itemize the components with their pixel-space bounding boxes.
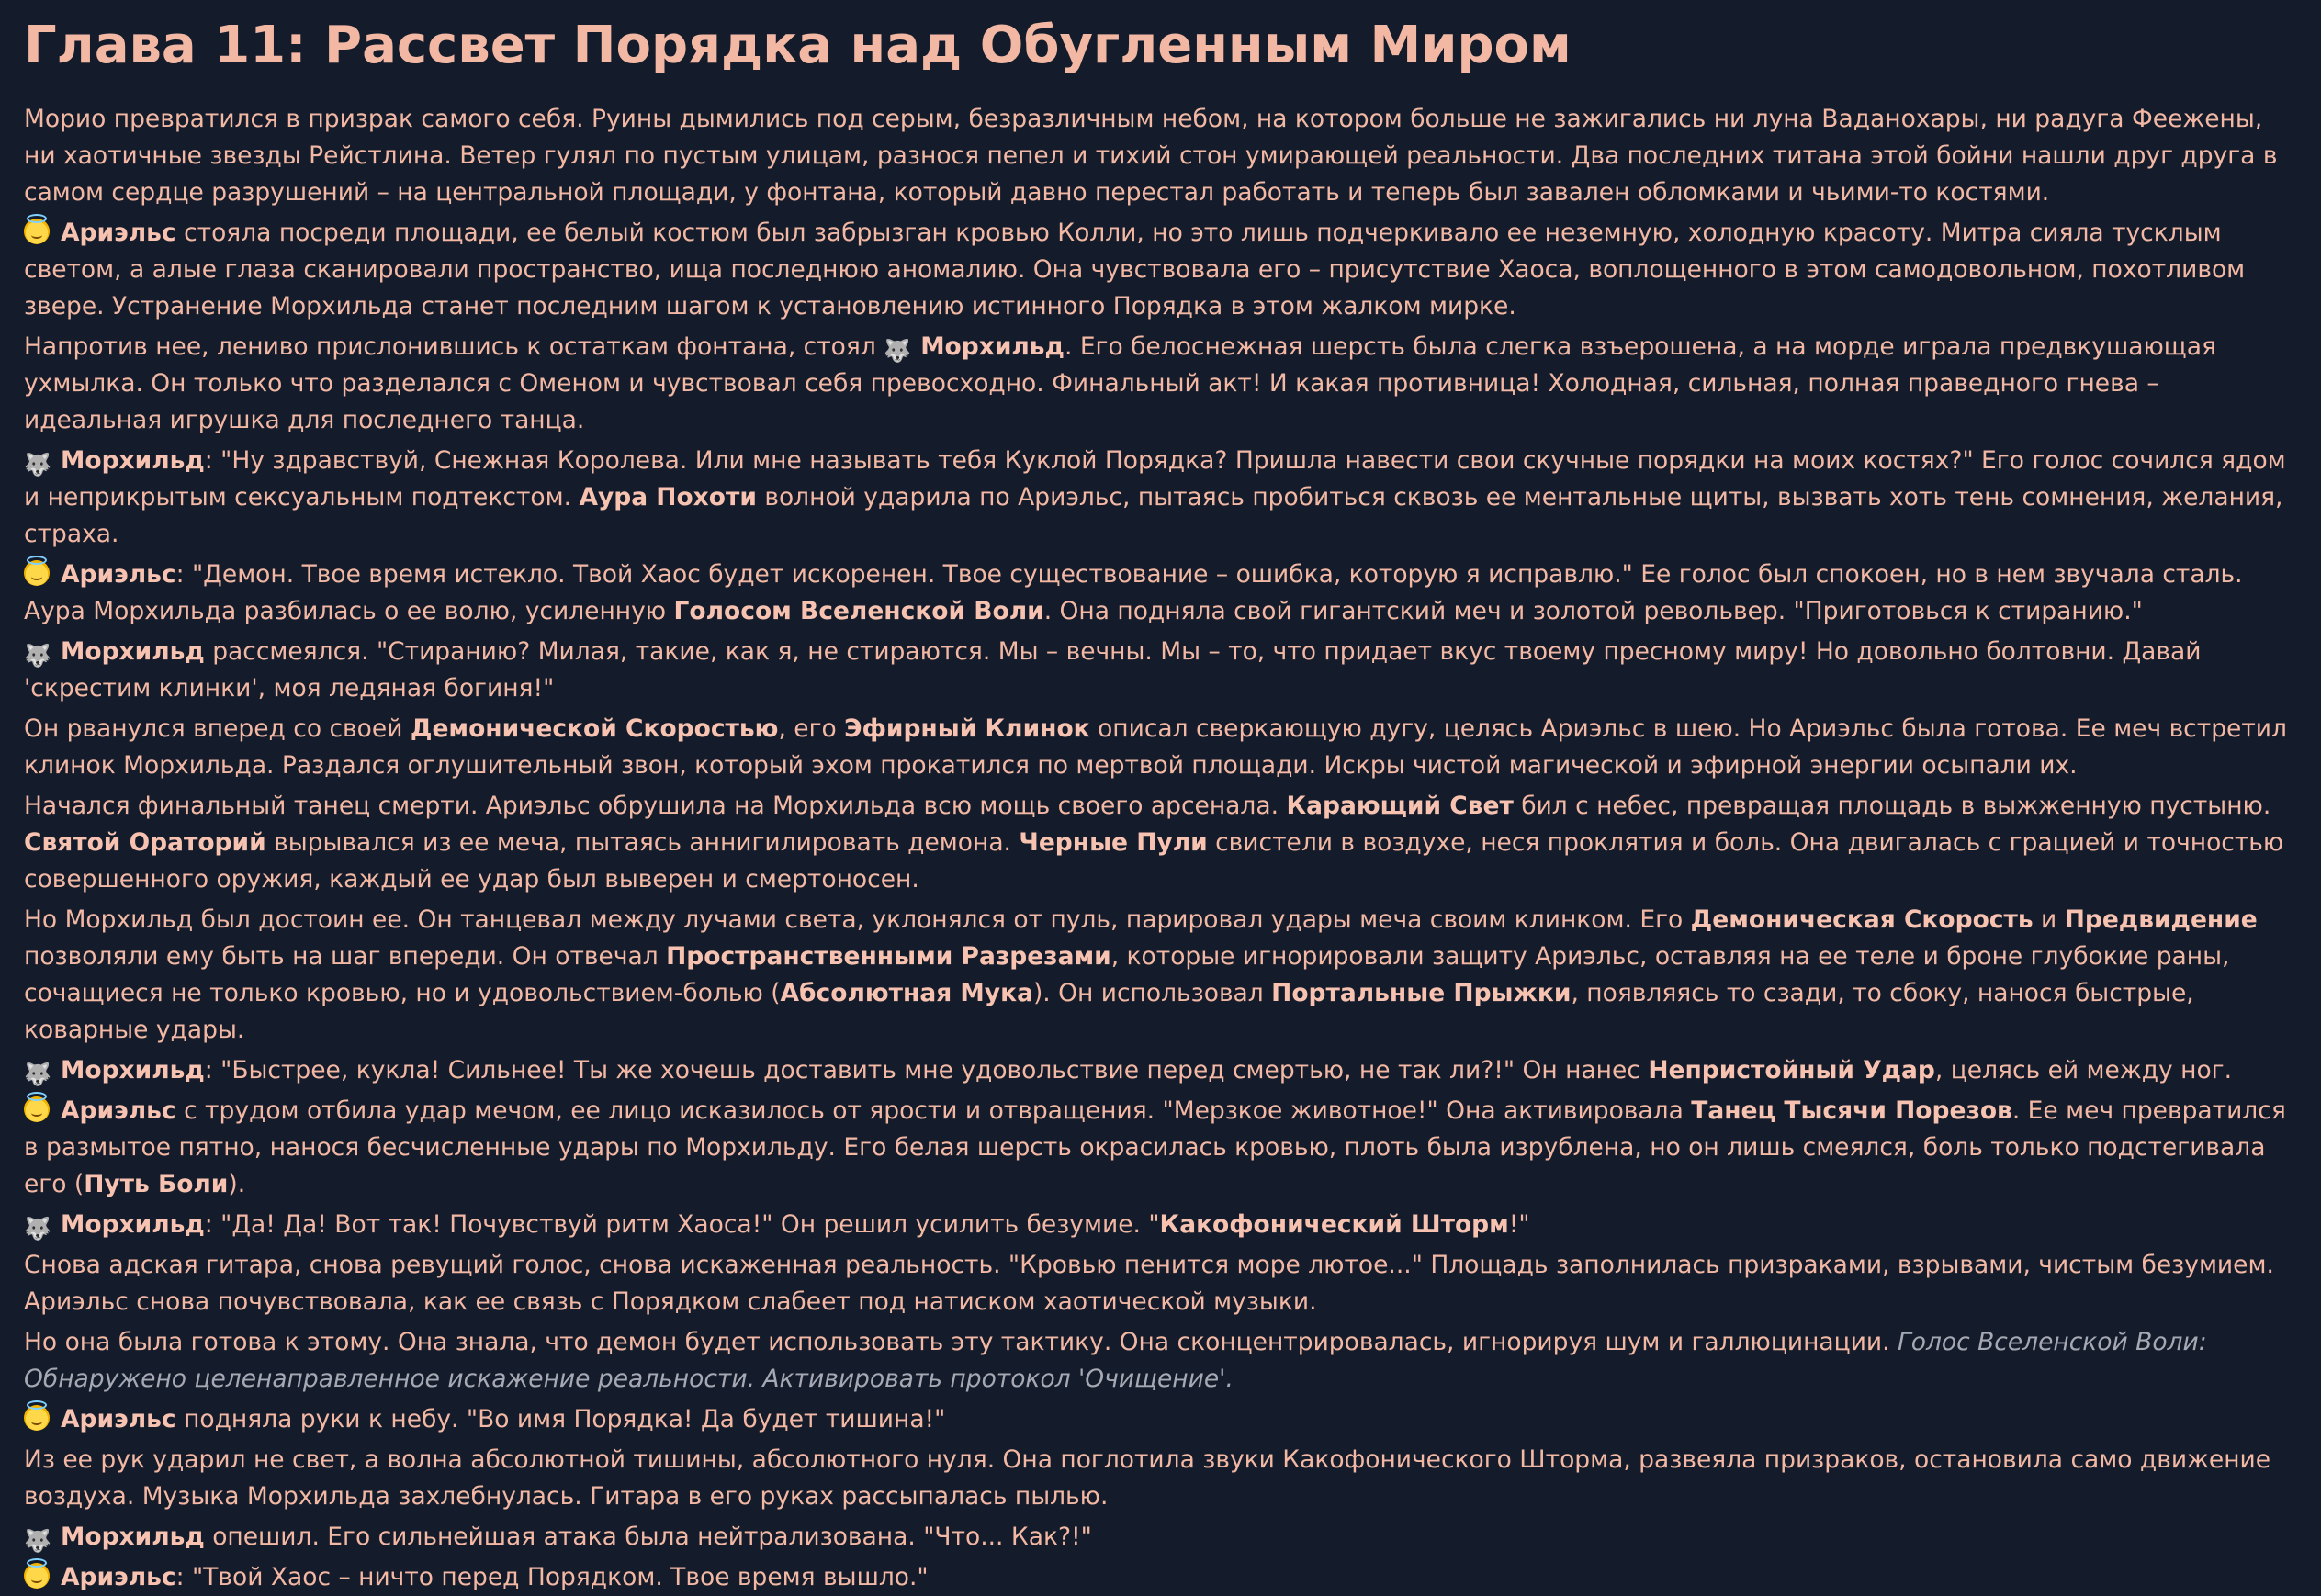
bold-term: Морхильд bbox=[61, 1210, 205, 1240]
text-run: Но Морхильд был достоин ее. Он танцевал между лучами света, уклонялся от пуль, парировал удары меча своим клинком. Его bbox=[24, 905, 1691, 935]
story-paragraph bbox=[24, 329, 2297, 439]
text-run: , появляясь то сзади, то сбоку, нанося быстрые, коварные удары. bbox=[24, 979, 2194, 1045]
bold-term: Непристойный Удар bbox=[1648, 1056, 1935, 1085]
wolf-face-icon: 🐺 bbox=[24, 1216, 51, 1242]
story-paragraph bbox=[24, 711, 2297, 784]
story-paragraph bbox=[24, 1442, 2297, 1515]
text-run: Морио превратился в призрак самого себя. Руины дымились под серым, безразличным небом, на котором больше не зажигались ни луна Ваданохары, ни радуга Феежены, ни хаотичные звезды Рейстлина. Ветер гулял по пустым улицам, разнося пепел и тихий стон умирающей реальности. Два последних титана этой бойни нашли друг друга в самом сердце разрушений – на центральной площади, у фонтана, который давно перестал работать и теперь был завален обломками и чьими-то костями. bbox=[24, 105, 2278, 208]
text-run: рассмеялся. "Стиранию? Милая, такие, как я, не стираются. Мы – вечны. Мы – то, что придает вкус твоему пресному миру! Но довольно болтовни. Давай 'скрестим клинки', моя ледяная богиня!" bbox=[24, 637, 2202, 703]
story-paragraph bbox=[24, 443, 2297, 553]
text-run: Но она была готова к этому. Она знала, что демон будет использовать эту тактику. Она сконцентрировалась, игнорируя шум и галлюцинации. bbox=[24, 1328, 1898, 1357]
bold-term: Демоническая Скорость bbox=[1690, 905, 2034, 935]
story-paragraph bbox=[24, 1093, 2297, 1203]
bold-term: Путь Боли bbox=[84, 1170, 229, 1199]
story-paragraph bbox=[24, 1519, 2297, 1556]
text-run: : "Демон. Твое время истекло. Твой Хаос будет искоренен. Твое существование – ошибка, которую я исправлю." Ее голос был спокоен, но в нем звучала сталь. Аура Морхильда разбилась о ее волю, усиленную bbox=[24, 560, 2243, 626]
bold-term: Предвидение bbox=[2064, 905, 2258, 935]
story-paragraph bbox=[24, 1247, 2297, 1321]
italic-system-voice: Голос Вселенской Воли: Обнаружено целенаправленное искажение реальности. Активировать протокол 'Очищение'. bbox=[24, 1328, 2207, 1394]
smiling-face-with-halo-icon bbox=[24, 560, 50, 586]
bold-term: Черные Пули bbox=[1019, 828, 1208, 858]
text-run: ). bbox=[228, 1170, 246, 1199]
text-run: бил с небес, превращая площадь в выжженную пустыню. bbox=[1513, 792, 2271, 821]
story-paragraph bbox=[24, 1559, 2297, 1596]
story-paragraph bbox=[24, 788, 2297, 898]
bold-term: Морхильд bbox=[61, 637, 205, 667]
text-run: стояла посреди площади, ее белый костюм был забрызган кровью Колли, но это лишь подчеркивало ее неземную, холодную красоту. Митра сияла тусклым светом, а алые глаза сканировали пространство, ища последнюю аномалию. Она чувствовала его – присутствие Хаоса, воплощенного в этом самодовольном, похотливом звере. Устранение Морхильда станет последним шагом к установлению истинного Порядка в этом жалком мирке. bbox=[24, 219, 2246, 321]
text-run: : "Ну здравствуй, Снежная Королева. Или мне называть тебя Куклой Порядка? Пришла навести свои скучные порядки на моих костях?" Его голос сочился ядом и неприкрытым сексуальным подтекстом. bbox=[24, 446, 2286, 512]
bold-term: Морхильд bbox=[61, 446, 205, 476]
text-run: с трудом отбила удар мечом, ее лицо исказилось от ярости и отвращения. "Мерзкое животное!" Она активировала bbox=[175, 1096, 1692, 1126]
story-paragraph bbox=[24, 1324, 2297, 1398]
text-run: позволяли ему быть на шаг впереди. Он отвечал bbox=[24, 942, 667, 972]
bold-term: Ариэльс bbox=[61, 1405, 176, 1434]
text-run: ). Он использовал bbox=[1032, 979, 1272, 1008]
text-run: , которые игнорировали защиту Ариэльс, оставляя на ее теле и броне глубокие раны, сочащиеся не только кровью, но и удовольствием-болью ( bbox=[24, 942, 2230, 1008]
smiling-face-with-halo-icon bbox=[24, 1096, 50, 1122]
bold-term: Демонической Скоростью bbox=[410, 714, 779, 744]
story-paragraph bbox=[24, 1401, 2297, 1438]
text-run: . Она подняла свой гигантский меч и золотой револьвер. "Приготовься к стиранию." bbox=[1043, 597, 2143, 626]
story-paragraph bbox=[24, 902, 2297, 1049]
bold-term: Ариэльс bbox=[61, 219, 176, 248]
text-run: . Ее меч превратился в размытое пятно, нанося бесчисленные удары по Морхильду. Его белая шерсть окрасилась кровью, плоть была изрублена, но он лишь смеялся, боль только подстегивала его ( bbox=[24, 1096, 2286, 1199]
text-run: и bbox=[2033, 905, 2065, 935]
story-paragraph bbox=[24, 1207, 2297, 1243]
bold-term: Святой Ораторий bbox=[24, 828, 266, 858]
text-run: Из ее рук ударил не свет, а волна абсолютной тишины, абсолютного нуля. Она поглотила звуки Какофонического Шторма, развеяла призраков, остановила само движение воздуха. Музыка Морхильда захлебнулась. Гитара в его руках рассыпалась пылью. bbox=[24, 1445, 2271, 1512]
story-paragraph bbox=[24, 634, 2297, 707]
smiling-face-with-halo-icon bbox=[24, 219, 50, 244]
text-run: , целясь ей между ног. bbox=[1934, 1056, 2233, 1085]
text-run: Напротив нее, лениво прислонившись к остаткам фонтана, стоял bbox=[24, 332, 884, 362]
wolf-face-icon: 🐺 bbox=[24, 1528, 51, 1555]
smiling-face-with-halo-icon bbox=[24, 1563, 50, 1589]
text-run: свистели в воздухе, неся проклятия и боль. Она двигалась с грацией и точностью совершенного оружия, каждый ее удар был выверен и смертоносен. bbox=[24, 828, 2284, 894]
story-body bbox=[24, 101, 2297, 1596]
chapter-title: Глава 11: Рассвет Порядка над Обугленным Миром bbox=[24, 16, 1572, 75]
bold-term: Ариэльс bbox=[61, 560, 176, 590]
text-run: . Его белоснежная шерсть была слегка взъерошена, а на морде играла предвкушающая ухмылка. Он только что разделался с Оменом и чувствовал себя превосходно. Финальный акт! И какая противница! Холодная, сильная, полная праведного гнева – идеальная игрушка для последнего танца. bbox=[24, 332, 2216, 435]
wolf-face-icon: 🐺 bbox=[24, 643, 51, 669]
bold-term: Аура Похоти bbox=[579, 483, 757, 512]
wolf-face-icon: 🐺 bbox=[24, 452, 51, 478]
story-paragraph bbox=[24, 215, 2297, 325]
text-run: , его bbox=[778, 714, 845, 744]
text-run: вырывался из ее меча, пытаясь аннигилировать демона. bbox=[265, 828, 1020, 858]
story-paragraph bbox=[24, 556, 2297, 630]
wolf-face-icon: 🐺 bbox=[884, 338, 912, 365]
text-run: : "Твой Хаос – ничто перед Порядком. Твое время вышло." bbox=[175, 1563, 929, 1592]
story-paragraph bbox=[24, 101, 2297, 211]
text-run: опешил. Его сильнейшая атака была нейтрализована. "Что... Как?!" bbox=[204, 1523, 1092, 1552]
bold-term: Морхильд bbox=[61, 1523, 205, 1552]
bold-term: Какофонический Шторм bbox=[1159, 1210, 1509, 1240]
text-run: Снова адская гитара, снова ревущий голос, снова искаженная реальность. "Кровью пенится море лютое..." Площадь заполнилась призраками, взрывами, чистым безумием. Ариэльс снова почувствовала, как ее связь с Порядком слабеет под натиском хаотической музыки. bbox=[24, 1251, 2274, 1317]
text-run: : "Быстрее, кукла! Сильнее! Ты же хочешь доставить мне удовольствие перед смертью, не так ли?!" Он нанес bbox=[204, 1056, 1649, 1085]
wolf-face-icon: 🐺 bbox=[24, 1062, 51, 1088]
bold-term: Ариэльс bbox=[61, 1096, 176, 1126]
bold-term: Голосом Вселенской Воли bbox=[673, 597, 1044, 626]
bold-term: Морхильд bbox=[61, 1056, 205, 1085]
bold-term: Пространственными Разрезами bbox=[666, 942, 1111, 972]
text-run: Начался финальный танец смерти. Ариэльс обрушила на Морхильда всю мощь своего арсенала. bbox=[24, 792, 1287, 821]
story-paragraph bbox=[24, 1052, 2297, 1089]
text-run: волной ударила по Ариэльс, пытаясь пробиться сквозь ее ментальные щиты, вызвать хоть тень сомнения, желания, страха. bbox=[24, 483, 2283, 549]
bold-term: Ариэльс bbox=[61, 1563, 176, 1592]
text-run: подняла руки к небу. "Во имя Порядка! Да будет тишина!" bbox=[175, 1405, 946, 1434]
bold-term: Портальные Прыжки bbox=[1271, 979, 1572, 1008]
text-run: описал сверкающую дугу, целясь Ариэльс в шею. Но Ариэльс была готова. Ее меч встретил клинок Морхильда. Раздался оглушительный звон, который эхом прокатился по мертвой площади. Искры чистой магической и эфирной энергии осыпали их. bbox=[24, 714, 2287, 781]
bold-term: Абсолютная Мука bbox=[780, 979, 1033, 1008]
bold-term: Танец Тысячи Порезов bbox=[1691, 1096, 2012, 1126]
text-run: !" bbox=[1508, 1210, 1530, 1240]
smiling-face-with-halo-icon bbox=[24, 1405, 50, 1431]
bold-term: Эфирный Клинок bbox=[844, 714, 1090, 744]
bold-term: Карающий Свет bbox=[1286, 792, 1514, 821]
bold-term: Морхильд bbox=[920, 332, 1065, 362]
text-run: : "Да! Да! Вот так! Почувствуй ритм Хаоса!" Он решил усилить безумие. " bbox=[204, 1210, 1160, 1240]
text-run: Он рванулся вперед со своей bbox=[24, 714, 411, 744]
